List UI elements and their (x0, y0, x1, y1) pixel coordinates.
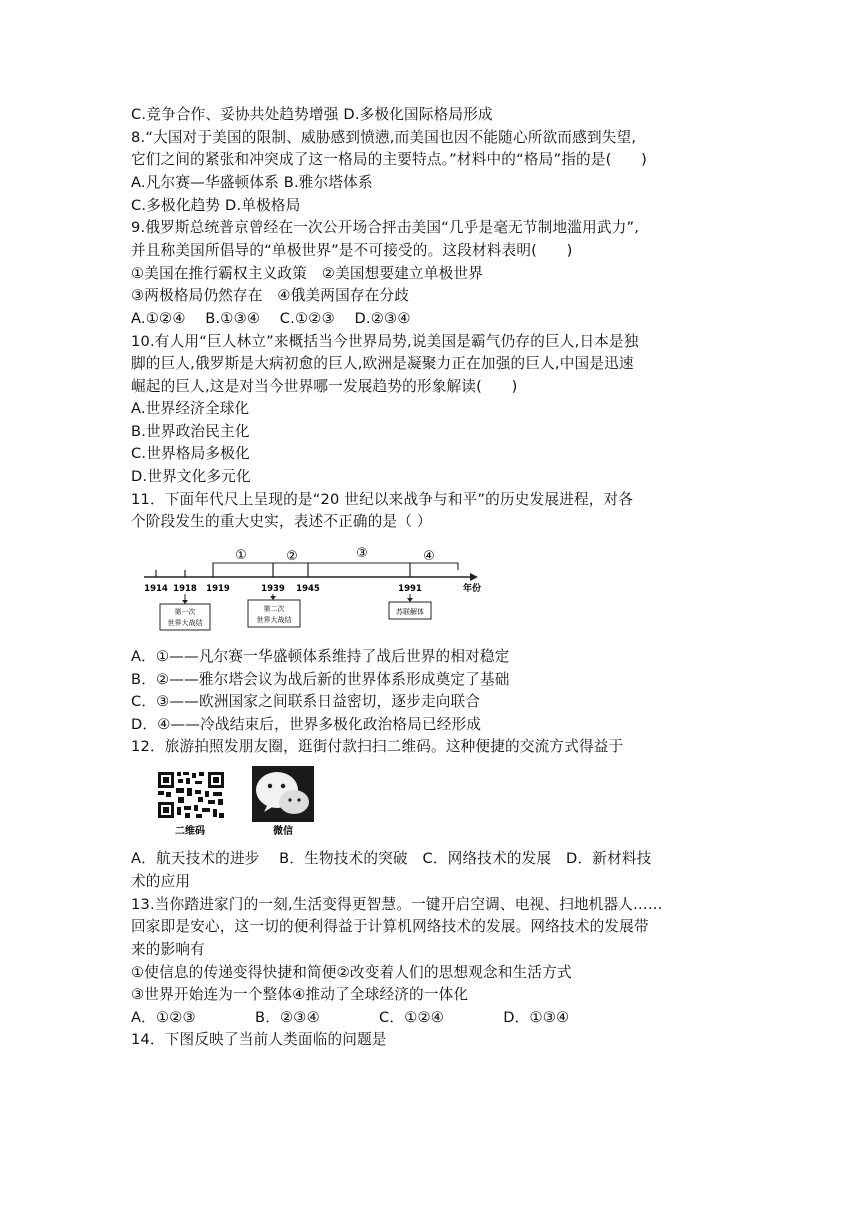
text-line: C.竞争合作、妥协共处趋势增强 D.多极化国际格局形成 (131, 106, 493, 123)
year-label: 1945 (296, 584, 320, 594)
text-line: C.多极化趋势 D.单极格局 (131, 197, 301, 214)
event-box-text: 世界大战结 (256, 616, 292, 624)
year-label: 1939 (261, 584, 285, 594)
down-arrow-icon (407, 598, 413, 602)
text-line: 并且称美国所倡导的“单极世界”是不可接受的。这段材料表明( ) (131, 242, 573, 259)
stage-bracket (213, 563, 273, 570)
event-box-text: 苏联解体 (396, 608, 424, 616)
timeline-figure (140, 540, 500, 632)
wechat-icon (252, 766, 314, 822)
event-box-text: 第二次 (263, 605, 285, 613)
stage-bracket (410, 563, 458, 570)
text-line: 9.俄罗斯总统普京曾经在一次公开场合抨击美国“几乎是毫无节制地滥用武力”, (131, 219, 640, 236)
text-line: A．①——凡尔赛一华盛顿体系维持了战后世界的相对稳定 (131, 648, 510, 665)
text-line: A．①②③ B．②③④ C．①②④ D．①③④ (131, 1009, 570, 1026)
text-line: B．②——雅尔塔会议为战后新的世界体系形成奠定了基础 (131, 671, 510, 688)
text-line: ③两极格局仍然存在 ④俄美两国存在分歧 (131, 287, 410, 304)
text-line: ①使信息的传递变得快捷和简便②改变着人们的思想观念和生活方式 (131, 964, 572, 981)
text-line: 回家即是安心，这一切的便利得益于计算机网络技术的发展。网络技术的发展带 (131, 918, 649, 935)
text-line: 14．下图反映了当前人类面临的问题是 (131, 1031, 387, 1048)
year-label: 1914 (144, 584, 168, 594)
text-line: 11．下面年代尺上呈现的是“20 世纪以来战争与和平”的历史发展进程，对各 (131, 491, 634, 508)
event-box-text: 世界大战结 (167, 619, 203, 627)
text-line: 8.“大国对于美国的限制、威胁感到愤懑,而美国也因不能随心所欲而感到失望, (131, 129, 637, 146)
axis-unit-label: 年份 (462, 584, 482, 594)
text-line: ③世界开始连为一个整体④推动了全球经济的一体化 (131, 986, 469, 1003)
text-line: C.世界格局多极化 (131, 445, 250, 462)
text-line: 来的影响有 (131, 941, 205, 958)
text-line: 个阶段发生的重大史实，表述不正确的是（ ） (131, 513, 432, 530)
text-line: 脚的巨人,俄罗斯是大病初愈的巨人,欧洲是凝聚力正在加强的巨人,中国是迅速 (131, 355, 634, 372)
text-line: A.世界经济全球化 (131, 400, 250, 417)
text-line: ①美国在推行霸权主义政策 ②美国想要建立单极世界 (131, 265, 484, 282)
text-line: A.凡尔赛—华盛顿体系 B.雅尔塔体系 (131, 174, 373, 191)
timeline-arrow-icon (470, 573, 478, 581)
text-line: 10.有人用“巨人林立”来概括当今世界局势,说美国是霸气仍存的巨人,日本是独 (131, 333, 639, 350)
stage-bracket (308, 563, 410, 570)
text-line: B.世界政治民主化 (131, 423, 250, 440)
stage-label: ④ (423, 549, 435, 564)
text-line: 术的应用 (131, 873, 191, 890)
text-line: A.①②④ B.①③④ C.①②③ D.②③④ (131, 310, 411, 327)
stage-bracket (273, 563, 308, 570)
down-arrow-icon (182, 600, 188, 604)
text-line: D．④——冷战结束后，世界多极化政治格局已经形成 (131, 716, 482, 733)
text-line: 13.当你踏进家门的一刻,生活变得更智慧。一键开启空调、电视、扫地机器人…… (131, 896, 663, 913)
text-line: 12．旅游拍照发朋友圈，逛街付款扫扫二维码。这种便捷的交流方式得益于 (131, 738, 624, 755)
down-arrow-icon (270, 596, 276, 600)
text-line: 它们之间的紧张和冲突成了这一格局的主要特点。”材料中的“格局”指的是( ) (131, 151, 647, 168)
figure-qr-and-wechat (152, 764, 320, 838)
text-line: C．③——欧洲国家之间联系日益密切，逐步走向联合 (131, 693, 481, 710)
stage-label: ② (286, 549, 298, 564)
stage-label: ① (235, 548, 247, 563)
wechat-caption: 微信 (273, 826, 293, 837)
qr-caption: 二维码 (175, 826, 205, 837)
event-box-text: 第一次 (174, 608, 196, 616)
stage-label: ③ (356, 546, 368, 561)
text-line: D.世界文化多元化 (131, 468, 251, 485)
year-label: 1919 (206, 584, 230, 594)
year-label: 1918 (173, 584, 197, 594)
text-line: 崛起的巨人,这是对当今世界哪一发展趋势的形象解读( ) (131, 378, 518, 395)
qr-code-icon (156, 770, 226, 820)
text-line: A．航天技术的进步 B．生物技术的突破 C．网络技术的发展 D．新材料技 (131, 850, 652, 867)
year-label: 1991 (398, 584, 422, 594)
